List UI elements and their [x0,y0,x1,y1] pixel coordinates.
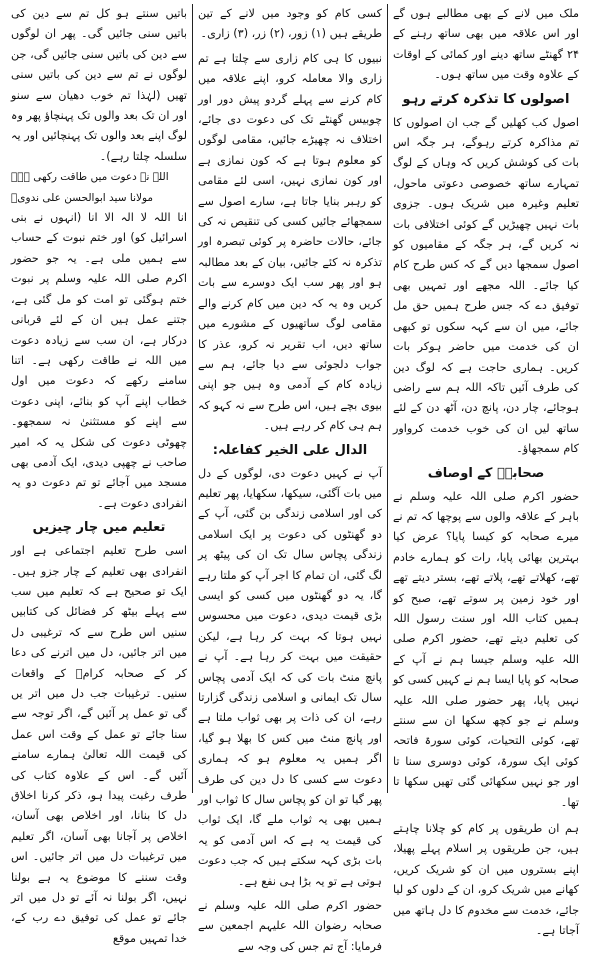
section-heading: تعلیم میں چار چیزیں [32,520,166,536]
paragraph: کسی کام کو وجود میں لانے کے تین طریقے ہیں (۱) زور، (۲) زر، (۳) زاری۔ [198,7,382,41]
section-heading: الدال علی الخیر کفاعلہ: [212,442,368,458]
author-signature: اللہ نے دعوت میں طاقت رکھی ہے۔ مولانا سید ابوالحسن علی ندویؒ [11,171,169,204]
paragraph: حضور اکرم صلی اللہ علیہ وسلم نے باہر کے علاقہ والوں سے پوچھا کہ تم نے میرے صحابہ کو کیسا پایا؟ عرض کیا بہترین بھائی پایا، رات کو ہمارے خادم تھے، کھلاتے تھے، پلاتے تھے، بستر دیتے تھے اور خود زمین پر سوتے تھے، صبح کو ہمیں کتاب اللہ اور سنت رسول اللہ کی تعلیم دیتے تھے، حضور اکرم صلی اللہ علیہ وسلم جیسا ہم نے آپ کے صحابہ کو پایا ایسا ہم نے کہیں کسی کو نہیں پایا، پھر حضور صلی اللہ علیہ وسلم نے جو کچھ سکھا ان سے سنتے تھے، کوئی التحیات، کوئی سورۃ فاتحہ کوئی ایک سورۃ، کوئی دوسری سنا تا اور جو نہیں سکھائی گئی تھیں سکھا تا تھا۔ [393,489,579,809]
column-right [388,4,584,938]
paragraph: اسی طرح تعلیم اجتماعی ہے اور انفرادی بھی تعلیم کے چار جزو ہیں۔ ایک تو صحیح ہے کہ تعلیم میں سب سے پہلے بیٹھ کر فضائل کی کتابیں سنیں اس طرح سے کہ ترغیبی دل میں اتر جائیں، دل میں اترنے کی دعا کر کے صحابہ کرامؓ کے واقعات سنیں۔ ترغیبات جب دل میں اتر یں گی تو عمل پر آئیں گے، اگر توجہ سے سنا جائے تو عمل کے وقت اس عمل کی قیمت اللہ تعالیٰ ہمارے سامنے آئیں گے۔ اس کے علاوہ کتاب کی طرف رغبت پیدا ہو، ذکر کرنا اخلاق دل کا بنانا، اور اخلاص بھی آسان، اخلاص پر آجانا بھی آسان، اگر تعلیم میں ترغیبات دل میں اتر جائیں۔ اس وقت سننے کا موضوع یہ ہے بولنا نہیں، اگر بولنا نہ آئے تو دل میں اتر جائے تو عمل کی توفیق دے رب کے، خدا تمہیں موقع [11,544,187,945]
column-middle [192,4,388,953]
paragraph: باتیں سنتے ہو کل تم سے دین کی باتیں سنی جائیں گی۔ پھر ان لوگوں سے دین کی باتیں سنی جائیں گی، جن لوگوں نے تم سے دین کی باتیں سنی تھیں (لہٰذا تم خوب دھیان سے سنو اور ان تک بعد والوں تک پہنچاؤ پھر وہ لوگ اپنے بعد والوں تک پہنچائیں اور یہ سلسلہ چلتا رہے)۔ [11,7,187,163]
section-heading: اصولوں کا تذکرہ کرتے رہو [402,91,570,107]
paragraph: ملک میں لانے کے بھی مطالبے ہوں گے اور اس علاقہ میں بھی ساتھ رہنے کے ۲۴ گھنٹے ساتھ دینے اور کمائی کے اوقات کے علاوہ وقت میں ساتھ ہوں۔ [393,7,579,82]
column-left [6,4,192,945]
paragraph: آپ نے کہیں دعوت دی، لوگوں کے دل میں بات آگئی، سیکھا، سکھایا، پھر تعلیم کی اور اسلامی زندگی بن گئی، آپ کے دو گھنٹوں کی دعوت پر ایک اسلامی زندگی پچاس سال تک ان کی پیٹھ پر لگ گئی، ان تمام کا اجر آپ کو ملتا رہے گا، یہ دو گھنٹوں میں کسی کو ایسی بڑی قیمت دیدی، دعوت میں محسوس نہیں ہوتا کہ بہت کر رہا ہے، لیکن حقیقت میں بہت کر رہا ہے۔ آپ نے پانچ منٹ بات کی کہ ایک آدمی پچاس سال تک ایمانی و اسلامی زندگی گزارتا رہے، ان کی ذات پر بھی ثواب ملتا ہے اور پانچ منٹ میں کس کا بھلا ہو گیا، اگر ہمیں یہ معلوم ہو کہ ہماری دعوت سے کسی کا دل دین کی طرف پھر گیا تو ان کو پچاس سال کا ثواب اور ہمیں بھی یہ ثواب ملے گا، ایک ثواب کی قیمت یہ ہے کہ اس آدمی کو یہ بات بڑی کہہ سکتے ہیں کہ جب دعوت ہوتی ہے تو یہ بڑا ہی نفع ہے۔ [198,466,382,888]
paragraph: نبیوں کا ہی کام زاری سے چلتا ہے تم زاری والا معاملہ کرو، اپنے علاقہ میں کام کرنے سے پہلے گردو پیش دور اور چوبیس گھنٹے تک کی دعوت دی جائے، اختلاف نہ چھیڑے جائیں، مقامی لوگوں کو معلوم ہوتا ہے کہ کون نمازی ہے اور کون نمازی نہیں، اسی لئے مقامی کو رہبر بنایا جاتا ہے، سارے اصول سے سمجھائے جائیں کسی کی تنقیص نہ کی جائے، حالات حاضرہ پر کوئی تبصرہ اور تذکرہ نہ کئے جائیں، بیان کے بعد مطالبہ ہو اور پھر سب ایک دوسرے سے بات کریں وہ یہ کہ دین میں کام کرنے والے مقامی لوگ ساتھیوں کے مشورے میں ساتھ دیں، اب تقریر نہ کرو، عذر کا جواب دلجوئی سے دیا جائے، ہم سے زیادہ کام کے آدمی وہ ہیں جو اپنی بیوی بچے ہیں، اس طرح سے نہ کہو کہ ہم ہی کام کر رہے ہیں۔ [198,51,382,433]
section-heading: صحابہؓ کے اوصاف [427,465,545,481]
paragraph: انا اللہ لا الہ الا انا (انہوں نے بنی اسرائیل کو) اور ختم نبوت کے حساب سے ہمیں ملی ہے۔ یہ جو حضور اکرم صلی اللہ علیہ وسلم پر نبوت ختم ہوگئی تو امت کو مل گئی ہے، جتنے عمل ہیں ان کے لئے قربانی درکار ہے، ان سب سے زیادہ دعوت میں اللہ نے طاقت رکھی ہے۔ اتنا سامنے رکھے کہ دعوت میں اول خطاب اپنے آپ کو بنائے، اپنی دعوت سے اپنے کو مستثنیٰ نہ سمجھو۔ چھوٹی دعوت کی شکل یہ کہ امیر صاحب نے چھپی دیدی، ایک آدمی بھی مسجد میں آجائے تو تم دعوت دو یہ انفرادی دعوت ہے۔ [11,211,187,510]
paragraph: اصول کب کھلیں گے جب ان اصولوں کا تم مذاکرہ کرتے رہوگے، ہر جگہ اس بات کی کوشش کریں کہ وہاں کے لوگ تمہارے ساتھ خصوصی دعوتی ماحول، تعلیم وغیرہ میں شریک ہوں۔ جزوی بات نہیں چھیڑیں گے کوئی اختلافی بات نہ کریں گے، ہر جگہ کے مقامیوں کو اصول سمجھا دیں گے کہ کس طرح کام کیا جائے۔ اللہ مجھے اور تمہیں بھی توفیق دے کہ جس طرح ہمیں حق مل جائے، میں ان سے کہہ سکوں تو کبھی ان کی خدمت میں حاضر ہوکر بات کریں۔ ہماری حاجت ہے کہ لوگ دین کی طرف آئیں تاکہ اللہ ہم سے راضی ہوجائے، چار دن، پانچ دن، آٹھ دن کے لئے ساتھ لیں ان کی خوب خدمت کرواور کام سمجھاؤ۔ [393,115,579,456]
paragraph: حضور اکرم صلی اللہ علیہ وسلم نے صحابہ رضوان اللہ علیہم اجمعین سے فرمایا: آج تم جس کی وجہ سے [198,899,382,953]
paragraph: ہم ان طریقوں پر کام کو چلانا چاہتے ہیں، جن طریقوں پر اسلام پہلے پھیلا، اپنے بستروں میں ان کو شریک کریں، کھانے میں شریک کرو، ان کے دلوں کو لیا جائے، خدمت سے مخدوم کا دل ہاتھ میں آجاتا ہے۔ [393,822,579,938]
